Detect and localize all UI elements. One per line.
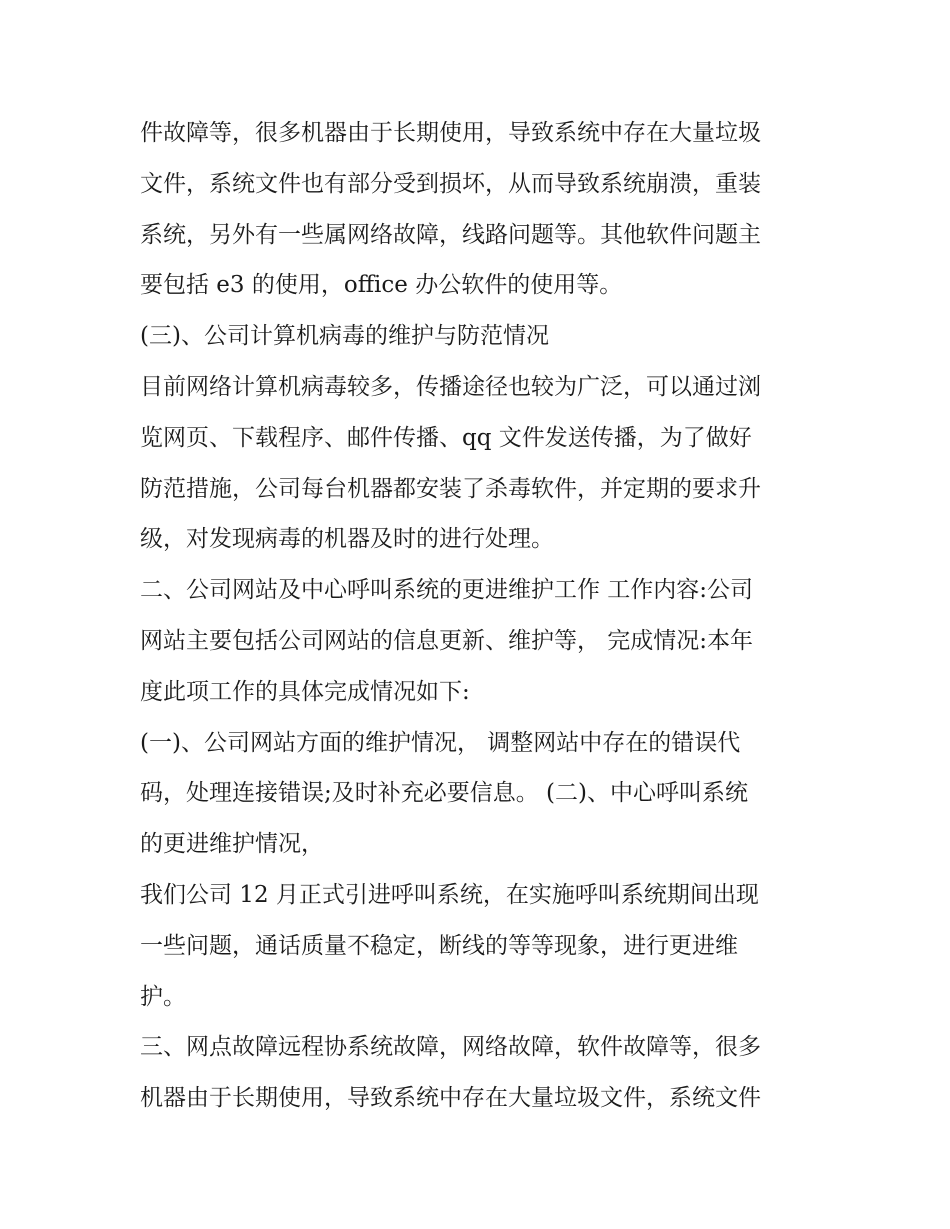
text-line: 一些问题，通话质量不稳定，断线的等等现象，进行更进维 — [140, 932, 738, 959]
text-line: 码，处理连接错误;及时补充必要信息。 (二)、中心呼叫系统 — [140, 780, 749, 807]
section-heading: 二、公司网站及中心呼叫系统的更进维护工作 工作内容:公司 — [140, 577, 754, 604]
text-line: 我们公司 12 月正式引进呼叫系统，在实施呼叫系统期间出现 — [140, 881, 759, 908]
text-line: 机器由于长期使用，导致系统中存在大量垃圾文件，系统文件 — [140, 1085, 761, 1112]
section-heading: 三、网点故障远程协系统故障，网络故障，软件故障等，很多 — [140, 1034, 761, 1061]
text-line: 护。 — [140, 983, 186, 1010]
text-line: 的更进维护情况， — [140, 831, 324, 858]
text-line: 件故障等，很多机器由于长期使用，导致系统中存在大量垃圾 — [140, 120, 761, 146]
text-line: 系统，另外有一些属网络故障，线路问题等。其他软件问题主 — [140, 221, 761, 248]
text-line: 度此项工作的具体完成情况如下: — [140, 678, 470, 705]
text-line: 文件，系统文件也有部分受到损坏，从而导致系统崩溃，重装 — [140, 170, 761, 197]
text-line: (一)、公司网站方面的维护情况， 调整网站中存在的错误代 — [140, 729, 741, 756]
text-line: 级，对发现病毒的机器及时的进行处理。 — [140, 526, 554, 553]
text-line: 防范措施，公司每台机器都安装了杀毒软件，并定期的要求升 — [140, 475, 761, 502]
text-line: 览网页、下载程序、邮件传播、qq 文件发送传播，为了做好 — [140, 424, 752, 451]
section-heading: (三)、公司计算机病毒的维护与防范情况 — [140, 323, 549, 350]
text-line: 要包括 e3 的使用，office 办公软件的使用等。 — [140, 272, 623, 299]
text-line: 网站主要包括公司网站的信息更新、维护等， 完成情况:本年 — [140, 627, 754, 654]
text-line: 目前网络计算机病毒较多，传播途径也较为广泛，可以通过浏 — [140, 373, 761, 400]
document-body — [140, 108, 820, 1124]
